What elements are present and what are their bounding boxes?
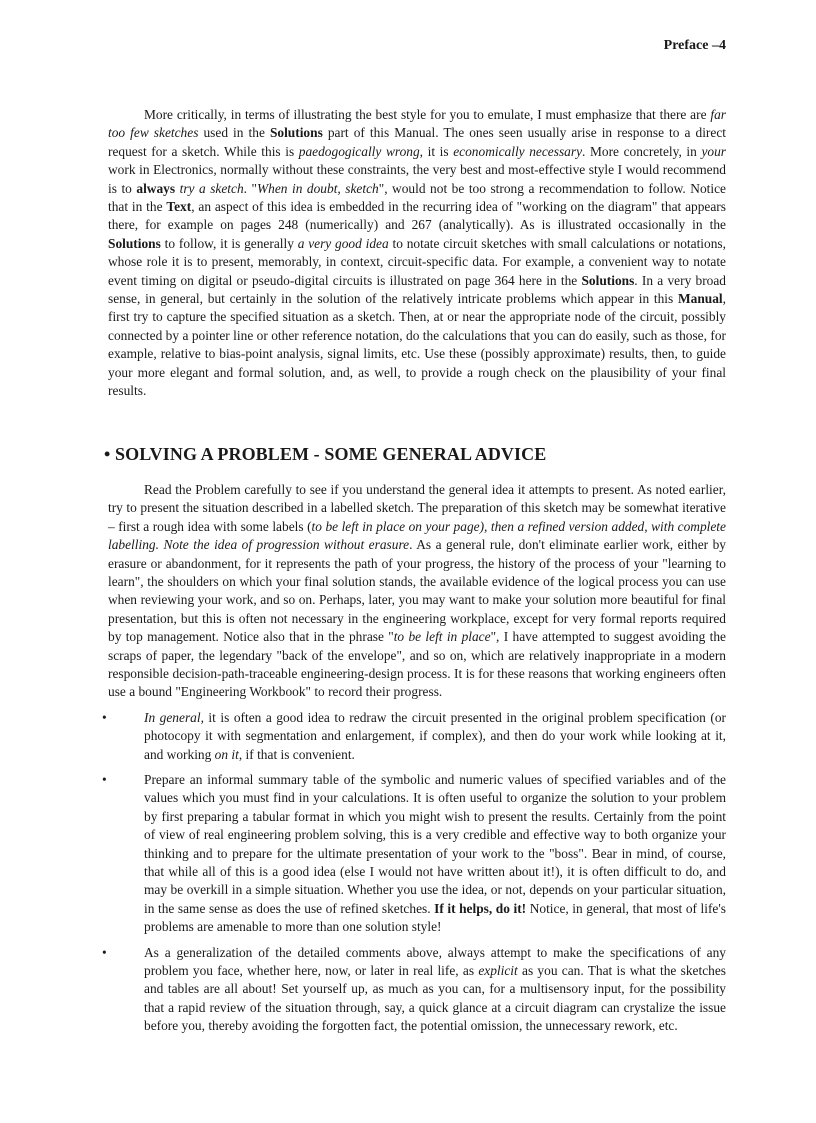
text-run: Solutions — [108, 235, 161, 251]
text-run: . As a general rule, don't eliminate earlier work, either by erasure or abandonment, for it represents the path of your progress, the history of the process of your "learning to learn", the shoulders on which your final solution stands, the available evidence of the logical process you can use when reviewing your work, and so on. Perhaps, later, you may want to make your solution more beautiful for final presentation, but this is often not necessary in the engineering workplace, except for very formal reports required by top management. Notice also that in the phrase " — [108, 537, 726, 645]
bullet-icon: • — [102, 772, 107, 787]
text-run: a very good idea — [297, 235, 389, 251]
text-run: More critically, in terms of illustrating the best style for you to emulate, I must emphasize that there are — [144, 107, 711, 122]
page-header: Preface –4 — [663, 38, 726, 53]
text-run: Notice, in general, that most of life's problems are amenable to more than one solution style! — [144, 900, 727, 935]
text-run: to follow, it is generally — [160, 235, 298, 251]
bullet-text — [144, 772, 726, 934]
advice-paragraph — [108, 481, 726, 702]
text-run: ", would not be too strong a recommendation to follow. Notice that in the — [108, 180, 726, 215]
text-run: Prepare an informal summary table of the symbolic and numeric values of specified variables and of the values which you must find in your calculations. It is often useful to organize the solution to your problem by first preparing a tabular format in which you might wish to present the results. Certainly from the point of view of real engineering problem solving, this is a very credible and effective way to both organize your thinking and to prepare for the ultimate presentation of your work to the "boss". Bear in mind, of course, that while all of this is a good idea (else I would not have written about it!), it is often difficult to do, and may be overkill in a simple situation. Whether you use the idea, or not, depends on your particular situation, in the same sense as does the use of refined sketches. — [144, 772, 726, 916]
text-run: , it is — [419, 143, 454, 159]
text-run: . In a very broad sense, in general, but certainly in the solution of the relatively intricate problems which appear in this — [108, 272, 726, 307]
text-run: to be left in place — [393, 629, 491, 645]
bullet-icon: • — [102, 944, 107, 960]
text-run: part of this Manual. The ones seen usually arise in response to a direct request for a sketch. While this is — [108, 125, 726, 159]
text-run: . " — [243, 180, 257, 196]
text-run: , if that is convenient. — [238, 746, 355, 762]
text-run: it is often a good idea to redraw the circuit presented in the original problem specification (or photocopy it with segmentation and enlargement, if complex), and then do your work while looking at it, and working — [144, 709, 726, 762]
text-run: Manual — [677, 291, 723, 307]
text-run: As a generalization of the detailed comments above, always attempt to make the specifications of any problem you face, whether here, now, or later in real life, as — [144, 944, 726, 979]
text-run: always — [136, 180, 176, 196]
section-heading: • SOLVING A PROBLEM - SOME GENERAL ADVICE — [104, 443, 547, 464]
text-run: to be left in place on your page), then a refined version added, with complete labelling. Note the idea of progression without erasure — [108, 518, 726, 553]
text-run: work in Electronics, normally without these constraints, the very best and most-effective style I would recommend is to — [108, 162, 726, 196]
text-run: to notate circuit sketches with small calculations or notations, whose role it is to present, memorably, in context, circuit-specific data. For example, a convenient way to notate event timing on digital or pseudo-digital circuits is illustrated on page 364 here in the — [108, 235, 726, 288]
text-run: paedogogically wrong — [298, 143, 420, 159]
bullet-item-1 — [102, 709, 726, 764]
intro-paragraph — [108, 106, 726, 401]
text-run: If it helps, do it! — [434, 900, 527, 916]
bullet-item-3 — [102, 944, 727, 1036]
bullet-text — [144, 945, 726, 1034]
text-run: used in the — [198, 125, 270, 141]
text-run: , an aspect of this idea is embedded in the recurring idea of "working on the diagram" that appears there, for example on pages 248 (numerically) and 267 (analytically). As is illustrated occasionally in the — [108, 199, 726, 233]
text-run: . More concretely, in — [582, 143, 702, 159]
text-run: ", I have attempted to suggest avoiding the scraps of paper, the legendary "back of the envelope", and so on, which are relatively inappropriate in a modern responsible decision-path-traceable engineering-design process. It is for these reasons that working engineers often use a bound "Engineering Workbook" to record their progress. — [108, 629, 726, 700]
text-run: your — [701, 143, 726, 159]
text-run: as you can. That is what the sketches and tables are all about! Set yourself up, as much as you can, for a multisensory input, for the possibility that a rapid review of the situation through, say, a quick glance at a circuit diagram can crystalize the issue before you, thereby avoiding the forgotten fact, the potential omission, the unnecessary rework, etc. — [144, 963, 727, 1034]
text-run: economically necessary — [453, 143, 583, 159]
bullet-text — [144, 710, 726, 762]
page-body — [102, 106, 727, 1036]
text-run: , first try to capture the specified situation as a sketch. Then, at or near the appropriate node of the circuit, possibly connected by a pointer line or other reference notation, do the calculations that you can do easily, such as those, for example, relative to bias-point analysis, signal limits, etc. Use these (possibly approximate) results, then, to guide your more elegant and formal solution, and, as well, to provide a rough check on the plausibility of your final results. — [108, 291, 726, 399]
text-run: Solutions — [269, 125, 323, 141]
text-run: Solutions — [581, 272, 635, 288]
text-run: far too few sketches — [108, 107, 726, 141]
text-run: on it — [214, 746, 239, 762]
text-run: explicit — [478, 963, 518, 979]
bullet-icon: • — [102, 709, 107, 725]
text-run: try a sketch — [179, 180, 244, 196]
bullet-item-2 — [102, 771, 727, 937]
text-run: Read the Problem carefully to see if you understand the general idea it attempts to present. As noted earlier, try to present the situation described in a labelled sketch. The preparation of this sketch may be somewhat iterative – first a rough idea with some labels ( — [108, 481, 726, 534]
text-run: In general, — [144, 709, 204, 725]
text-run: When in doubt, sketch — [256, 180, 379, 196]
advice-bullet-list — [102, 709, 727, 1036]
text-run: Text — [166, 199, 192, 215]
